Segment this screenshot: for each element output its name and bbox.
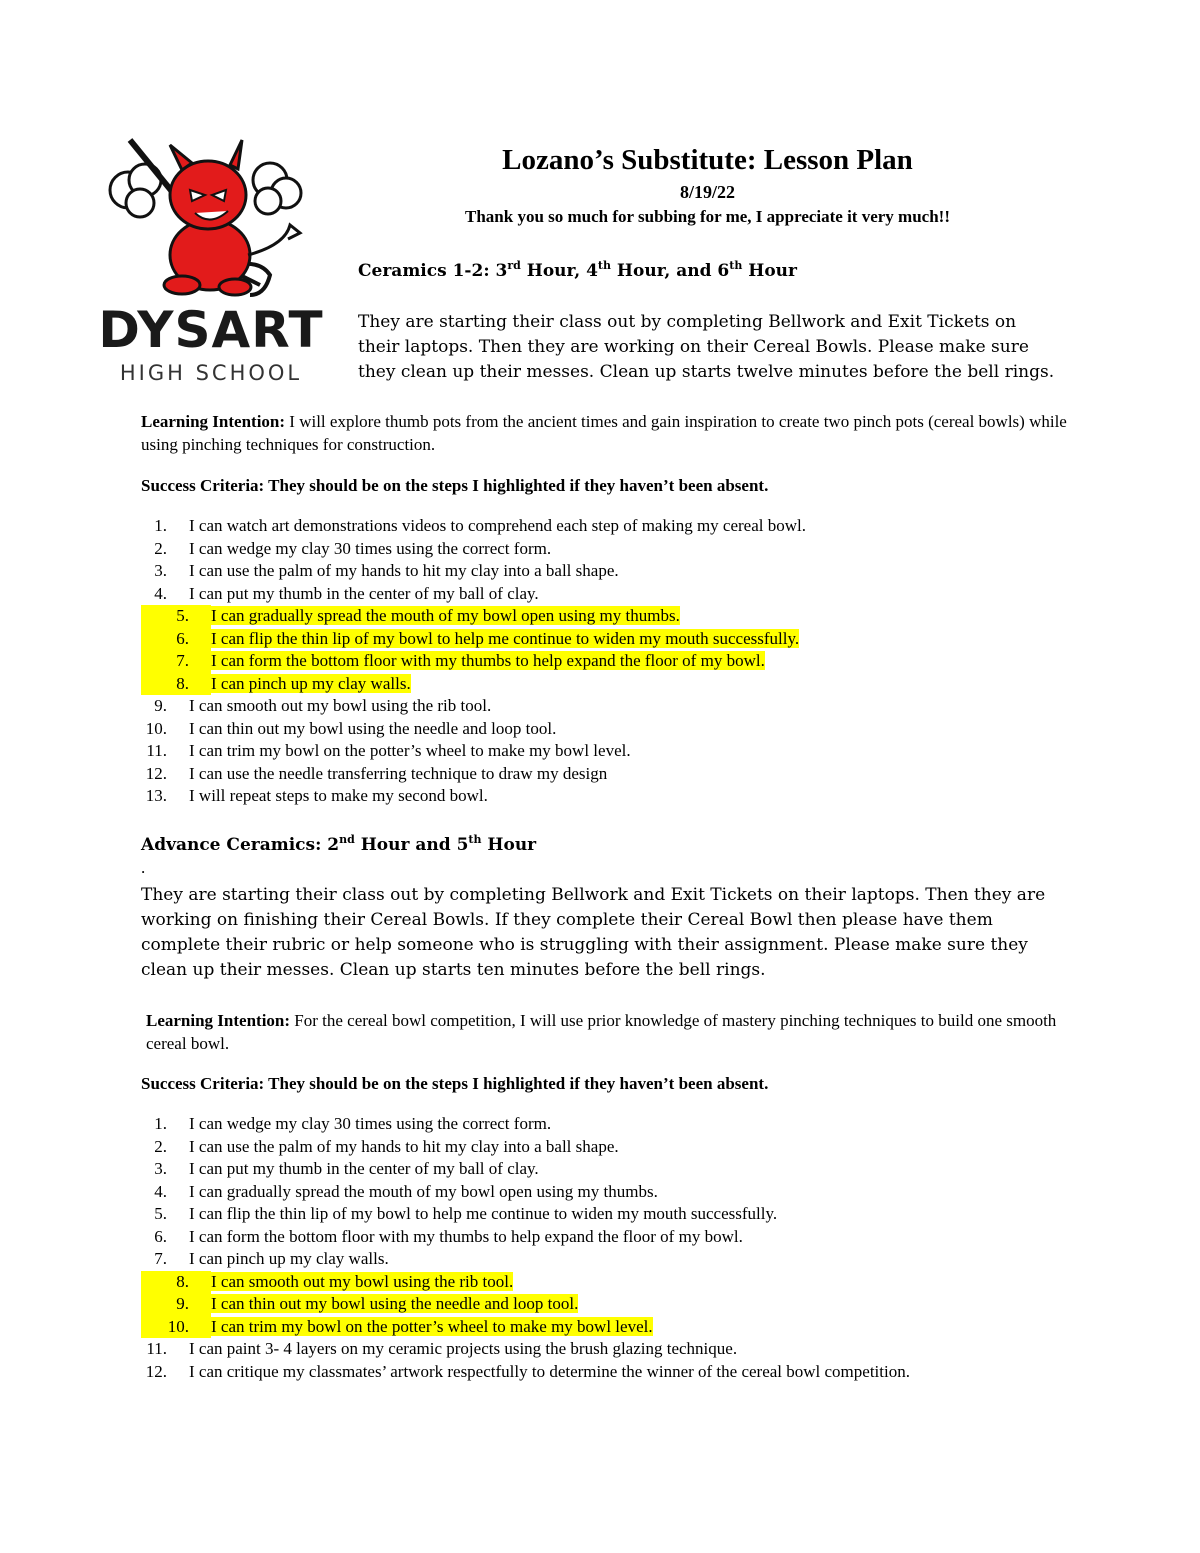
list-item bbox=[141, 515, 806, 538]
list-item-number: 9. bbox=[154, 696, 167, 715]
list-item bbox=[141, 605, 806, 628]
list-item bbox=[141, 628, 806, 651]
section1-steps-list bbox=[141, 515, 806, 808]
list-item bbox=[141, 1136, 910, 1159]
thanks-note: Thank you so much for subbing for me, I appreciate it very much!! bbox=[465, 207, 950, 226]
list-item bbox=[141, 673, 806, 696]
list-item-text: I can smooth out my bowl using the rib tool. bbox=[211, 1271, 514, 1291]
list-item bbox=[141, 538, 806, 561]
list-item-number: 4. bbox=[154, 1181, 167, 1201]
list-item-text: I can trim my bowl on the potter’s wheel to make my bowl level. bbox=[211, 1316, 653, 1336]
list-item-number: 8. bbox=[141, 673, 189, 696]
list-item bbox=[141, 1361, 910, 1384]
list-item-number: 11. bbox=[146, 741, 167, 760]
list-item-text: I can trim my bowl on the potter’s wheel to make my bowl level. bbox=[189, 741, 631, 760]
list-item-number: 5. bbox=[154, 1204, 167, 1223]
list-item-text: I will repeat steps to make my second bowl. bbox=[189, 786, 488, 805]
list-item-text: I can form the bottom floor with my thumbs to help expand the floor of my bowl. bbox=[189, 1226, 743, 1246]
list-item-text: I can thin out my bowl using the needle and loop tool. bbox=[189, 718, 557, 738]
list-item bbox=[141, 583, 806, 606]
list-item bbox=[141, 718, 806, 741]
list-item-number: 4. bbox=[154, 583, 167, 603]
list-item-text: I can critique my classmates’ artwork respectfully to determine the winner of the cereal bowl competition. bbox=[189, 1361, 910, 1381]
list-item-text: I can flip the thin lip of my bowl to help me continue to widen my mouth successfully. bbox=[189, 1204, 778, 1223]
section1-success-criteria: Success Criteria: They should be on the steps I highlighted if they haven’t been absent. bbox=[141, 476, 769, 495]
list-item-number: 3. bbox=[154, 1159, 167, 1178]
section1-heading: Ceramics 1-2: 3rd Hour, 4th Hour, and 6th Hour bbox=[358, 259, 797, 281]
list-item bbox=[141, 1158, 910, 1181]
list-item bbox=[141, 1271, 910, 1294]
list-item-number: 1. bbox=[154, 1114, 167, 1133]
devil-mascot-icon bbox=[90, 135, 310, 300]
list-item-number: 9. bbox=[141, 1293, 189, 1316]
section2-success-criteria: Success Criteria: They should be on the steps I highlighted if they haven’t been absent. bbox=[141, 1074, 769, 1093]
list-item bbox=[141, 695, 806, 718]
list-item-text: I can put my thumb in the center of my ball of clay. bbox=[189, 1159, 539, 1178]
list-item-number: 7. bbox=[154, 1249, 167, 1268]
list-item-text: I can put my thumb in the center of my ball of clay. bbox=[189, 583, 539, 603]
list-item-text: I can form the bottom floor with my thumbs to help expand the floor of my bowl. bbox=[211, 651, 765, 670]
list-item-number: 3. bbox=[154, 561, 167, 580]
list-item-number: 11. bbox=[146, 1339, 167, 1358]
list-item-text: I can wedge my clay 30 times using the correct form. bbox=[189, 538, 552, 558]
list-item bbox=[141, 1338, 910, 1361]
section2-intro: They are starting their class out by completing Bellwork and Exit Tickets on their laptops. Then they are working on finishing their Cereal Bowls. If they complete their Cereal Bowl then please have them complete their rubric or help someone who is struggling with their assignment. Please make sure they clean up their messes. Clean up starts ten minutes before the bell rings. bbox=[141, 885, 1046, 980]
list-item bbox=[141, 1203, 910, 1226]
list-item-number: 10. bbox=[145, 718, 167, 738]
section2-steps-list bbox=[141, 1113, 910, 1383]
list-item-number: 2. bbox=[154, 1136, 167, 1156]
section2-heading: Advance Ceramics: 2nd Hour and 5th Hour bbox=[141, 833, 537, 855]
section1-intro: They are starting their class out by completing Bellwork and Exit Tickets on their laptops. Then they are working on their Cereal Bowls. Please make sure they clean up their messes. Clean up starts twelve minutes before the bell rings. bbox=[358, 312, 1055, 382]
list-item-number: 7. bbox=[141, 650, 189, 673]
list-item-text: I can pinch up my clay walls. bbox=[189, 1249, 389, 1268]
logo-wordmark: DYSART bbox=[98, 301, 324, 359]
list-item-number: 10. bbox=[141, 1316, 189, 1339]
list-item-number: 6. bbox=[154, 1226, 167, 1246]
page-title: Lozano’s Substitute: Lesson Plan bbox=[502, 144, 913, 176]
list-item bbox=[141, 560, 806, 583]
list-item bbox=[141, 763, 806, 786]
logo-subtitle: HIGH SCHOOL bbox=[119, 361, 303, 385]
lesson-date: 8/19/22 bbox=[679, 182, 735, 202]
school-logo bbox=[80, 135, 342, 385]
list-item-number: 1. bbox=[154, 516, 167, 535]
list-item-text: I can gradually spread the mouth of my bowl open using my thumbs. bbox=[211, 606, 680, 625]
list-item-text: I can gradually spread the mouth of my bowl open using my thumbs. bbox=[189, 1181, 658, 1201]
list-item-number: 13. bbox=[145, 786, 167, 805]
list-item-number: 12. bbox=[145, 1361, 167, 1381]
list-item bbox=[141, 1226, 910, 1249]
list-item-text: I can thin out my bowl using the needle and loop tool. bbox=[211, 1294, 579, 1313]
list-item-text: I can flip the thin lip of my bowl to help me continue to widen my mouth successfully. bbox=[211, 628, 800, 648]
list-item bbox=[141, 1113, 910, 1136]
section1-learning-intention: Learning Intention: I will explore thumb pots from the ancient times and gain inspiration to create two pinch pots (cereal bowls) while using pinching techniques for construction. bbox=[141, 412, 1067, 454]
list-item-text: I can smooth out my bowl using the rib tool. bbox=[189, 696, 492, 715]
list-item-text: I can watch art demonstrations videos to comprehend each step of making my cereal bowl. bbox=[189, 516, 806, 535]
list-item bbox=[141, 1316, 910, 1339]
list-item-number: 5. bbox=[141, 605, 189, 628]
list-item-number: 8. bbox=[141, 1271, 189, 1294]
list-item-number: 6. bbox=[141, 628, 189, 651]
list-item-number: 12. bbox=[145, 763, 167, 783]
list-item bbox=[141, 1293, 910, 1316]
list-item-text: I can wedge my clay 30 times using the correct form. bbox=[189, 1114, 552, 1133]
list-item-text: I can paint 3- 4 layers on my ceramic projects using the brush glazing technique. bbox=[189, 1339, 738, 1358]
list-item-text: I can use the palm of my hands to hit my clay into a ball shape. bbox=[189, 1136, 619, 1156]
list-item-text: I can use the palm of my hands to hit my clay into a ball shape. bbox=[189, 561, 619, 580]
list-item bbox=[141, 785, 806, 808]
list-item-text: I can use the needle transferring technique to draw my design bbox=[189, 763, 608, 783]
list-item bbox=[141, 1248, 910, 1271]
list-item bbox=[141, 1181, 910, 1204]
section2-learning-intention: Learning Intention: For the cereal bowl competition, I will use prior knowledge of mastery pinching techniques to build one smooth cereal bowl. bbox=[146, 1011, 1057, 1053]
list-item-number: 2. bbox=[154, 538, 167, 558]
list-item bbox=[141, 740, 806, 763]
list-item bbox=[141, 650, 806, 673]
stray-period: . bbox=[141, 858, 146, 877]
list-item-text: I can pinch up my clay walls. bbox=[211, 673, 411, 693]
